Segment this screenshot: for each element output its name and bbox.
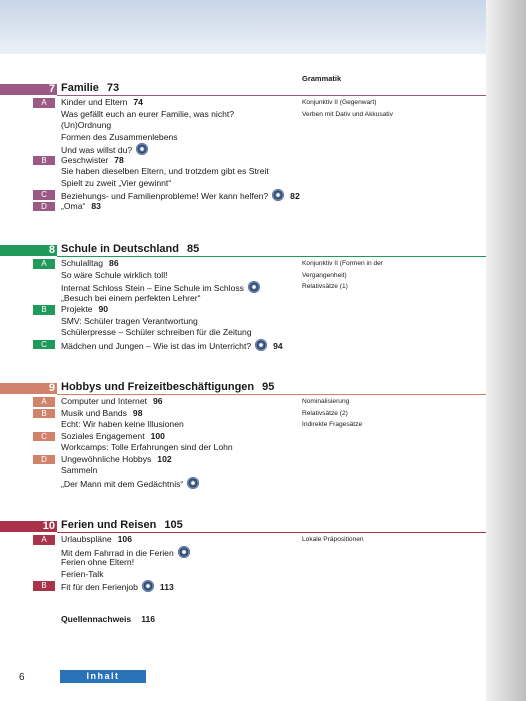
chapter-page: 85 <box>186 243 200 255</box>
toc-row <box>0 465 486 477</box>
toc-row <box>0 189 486 201</box>
chapter-number: 9 <box>48 382 55 394</box>
section-letter-badge: C <box>33 340 55 350</box>
toc-row <box>0 293 486 305</box>
toc-entry-text: „Besuch bei einem perfekten Lehrer“ <box>61 292 201 303</box>
toc-entry[interactable] <box>61 132 178 144</box>
section-letter-badge: A <box>33 535 55 545</box>
toc-entry[interactable] <box>61 477 199 491</box>
toc-row <box>0 569 486 581</box>
toc-entry-page: 113 <box>159 582 174 592</box>
toc-row <box>0 304 486 316</box>
toc-entry-text: Geschwister <box>61 154 109 165</box>
chapter-rule <box>57 394 486 395</box>
toc-row <box>0 546 486 558</box>
chapter-header <box>0 521 486 534</box>
toc-entry-text: Mädchen und Jungen – Wie ist das im Unterricht? <box>61 340 252 351</box>
section-letter-badge: B <box>33 305 55 315</box>
toc-entry-text: Soziales Engagement <box>61 430 145 441</box>
section-letter-badge: A <box>33 259 55 269</box>
toc-row <box>0 120 486 132</box>
audio-cd-icon <box>136 143 148 155</box>
toc-entry[interactable] <box>61 166 269 178</box>
toc-row <box>0 431 486 443</box>
toc-entry-page: 83 <box>91 200 101 211</box>
chapter-header <box>0 245 486 258</box>
audio-cd-icon <box>187 477 199 489</box>
grammar-topic: Konjunktiv II (Gegenwart) <box>302 99 377 106</box>
toc-row <box>0 143 486 155</box>
grammar-topic: Indirekte Fragesätze <box>302 421 363 428</box>
page-number: 6 <box>19 672 25 683</box>
section-letter-badge: B <box>33 581 55 591</box>
toc-entry-text: Internat Schloss Stein – Eine Schule im Schloss <box>61 283 244 293</box>
section-letter-badge: B <box>33 409 55 419</box>
section-letter-badge: D <box>33 455 55 465</box>
toc-row <box>0 132 486 144</box>
toc-entry-text: Spielt zu zweit „Vier gewinnt“ <box>61 177 172 188</box>
grammar-column-heading: Grammatik <box>302 74 342 83</box>
toc-row <box>0 454 486 466</box>
toc-entry[interactable] <box>61 454 172 466</box>
toc-entry-page: 90 <box>98 304 109 314</box>
toc-entry[interactable] <box>61 534 132 546</box>
toc-row <box>0 155 486 167</box>
chapter-rows <box>0 97 486 212</box>
toc-row <box>0 408 486 420</box>
toc-entry-text: Projekte <box>61 304 93 314</box>
toc-row <box>0 166 486 178</box>
chapter-rows <box>0 396 486 488</box>
chapter-rule <box>57 532 486 533</box>
toc-entry-text: Schülerpresse – Schüler schreiben für die Zeitung <box>61 327 252 337</box>
chapter-header <box>0 84 486 97</box>
toc-row <box>0 281 486 293</box>
toc-row <box>0 109 486 121</box>
toc-entry-text: Fit für den Ferienjob <box>61 582 138 592</box>
toc-entry[interactable] <box>61 293 201 305</box>
toc-row <box>0 580 486 592</box>
toc-row <box>0 97 486 109</box>
toc-entry[interactable] <box>61 97 143 109</box>
toc-entry-text: Beziehungs- und Familienprobleme! Wer kann helfen? <box>61 191 269 201</box>
chapter-7 <box>0 84 486 212</box>
quellen-page: 116 <box>141 614 156 624</box>
toc-entry[interactable] <box>61 396 163 408</box>
toc-entry-text: Sammeln <box>61 465 98 475</box>
toc-entry-page: 86 <box>109 258 119 268</box>
chapter-10 <box>0 521 486 592</box>
toc-entry-text: „Der Mann mit dem Gedächtnis“ <box>61 478 184 489</box>
toc-entry-page: 78 <box>114 154 124 165</box>
toc-row <box>0 316 486 328</box>
toc-entry[interactable] <box>61 120 111 132</box>
toc-row <box>0 201 486 213</box>
chapter-title[interactable]: Familie 73 <box>61 82 120 94</box>
page-edge-shadow <box>486 0 526 701</box>
grammar-topic: Konjunktiv II (Formen in der <box>302 260 383 267</box>
grammar-topic: Nominalisierung <box>302 398 350 405</box>
toc-entry[interactable] <box>61 155 124 167</box>
toc-entry[interactable] <box>61 201 101 213</box>
toc-entry[interactable] <box>61 431 165 443</box>
toc-entry[interactable] <box>61 178 171 190</box>
toc-entry-page: 98 <box>132 407 143 418</box>
audio-cd-icon <box>178 546 190 558</box>
toc-entry-text: SMV: Schüler tragen Verantwortung <box>61 315 198 326</box>
chapter-page: 95 <box>262 381 275 393</box>
audio-cd-icon <box>272 189 284 201</box>
toc-row <box>0 396 486 408</box>
chapter-title[interactable]: Schule in Deutschland 85 <box>61 243 200 255</box>
toc-entry-page: 106 <box>117 534 132 544</box>
chapter-title[interactable]: Hobbys und Freizeitbeschäftigungen 95 <box>61 381 275 393</box>
chapter-rows <box>0 258 486 350</box>
section-letter-badge: D <box>33 202 55 212</box>
toc-entry[interactable] <box>61 408 142 420</box>
toc-entry-text: Mit dem Fahrrad in die Ferien <box>61 547 174 558</box>
toc-entry-text: Workcamps: Tolle Erfahrungen sind der Lohn <box>61 442 233 452</box>
toc-entry-text: Was gefällt euch an eurer Familie, was nicht? <box>61 108 235 119</box>
chapter-9 <box>0 383 486 488</box>
chapter-8 <box>0 245 486 350</box>
toc-entry[interactable] <box>61 557 134 569</box>
toc-entry[interactable] <box>61 258 119 270</box>
toc-entry-text: Ferien-Talk <box>61 568 104 579</box>
toc-entry-text: Schulalltag <box>61 258 104 268</box>
toc-entry[interactable] <box>61 270 168 282</box>
toc-entry-text: Kinder und Eltern <box>61 97 128 107</box>
toc-entry[interactable] <box>61 109 234 121</box>
chapter-number: 8 <box>48 244 55 256</box>
toc-entry[interactable] <box>61 316 198 328</box>
chapter-rule <box>57 95 486 96</box>
section-letter-badge: B <box>33 156 55 166</box>
toc-entry-text: „Oma“ <box>61 200 86 211</box>
grammar-topic: Relativsätze (1) <box>302 283 348 290</box>
section-label-inhalt: Inhalt <box>60 670 146 683</box>
toc-row <box>0 270 486 282</box>
toc-entry-text: Ungewöhnliche Hobbys <box>61 453 152 464</box>
grammar-topic: Verben mit Dativ und Akkusativ <box>302 110 393 118</box>
toc-row <box>0 557 486 569</box>
toc-entry-text: Echt: Wir haben keine Illusionen <box>61 419 184 429</box>
toc-entry[interactable] <box>61 419 184 431</box>
toc-row <box>0 534 486 546</box>
toc-entry-text: Computer und Internet <box>61 396 147 406</box>
toc-row <box>0 339 486 351</box>
chapter-title[interactable]: Ferien und Reisen 105 <box>61 519 183 531</box>
toc-row <box>0 327 486 339</box>
toc-entry-page: 96 <box>153 396 163 406</box>
toc-entry-page: 74 <box>133 97 143 107</box>
audio-cd-icon <box>142 580 154 592</box>
toc-entry-text: Sie haben dieselben Eltern, und trotzdem gibt es Streit <box>61 166 269 176</box>
toc-entry-text: So wäre Schule wirklich toll! <box>61 269 168 280</box>
chapter-number: 7 <box>48 83 55 95</box>
toc-entry[interactable] <box>61 580 174 594</box>
toc-entry-page: 82 <box>290 191 300 201</box>
toc-entry-text: Und was willst du? <box>61 145 133 155</box>
audio-cd-icon <box>255 339 267 351</box>
chapter-rule <box>57 256 486 257</box>
chapter-page: 105 <box>164 519 183 531</box>
toc-entry-text: Formen des Zusammenlebens <box>61 131 178 142</box>
toc-entry-page: 94 <box>273 340 283 351</box>
section-letter-badge: A <box>33 397 55 407</box>
toc-entry[interactable] <box>61 442 233 454</box>
chapter-page: 73 <box>106 82 120 94</box>
section-letter-badge: C <box>33 432 55 442</box>
section-letter-badge: C <box>33 190 55 200</box>
chapter-rows <box>0 534 486 592</box>
section-letter-badge: A <box>33 98 55 108</box>
toc-entry-text: Musik und Bands <box>61 407 127 418</box>
toc-entry[interactable] <box>61 327 252 339</box>
toc-entry-text: Urlaubspläne <box>61 534 112 544</box>
toc-row <box>0 442 486 454</box>
toc-entry[interactable] <box>61 304 108 316</box>
toc-row <box>0 419 486 431</box>
chapter-header <box>0 383 486 396</box>
quellennachweis-entry[interactable]: Quellennachweis 116 <box>61 614 156 624</box>
toc-row <box>0 258 486 270</box>
toc-entry-text: (Un)Ordnung <box>61 120 112 130</box>
toc-entry[interactable] <box>61 465 97 477</box>
toc-row <box>0 178 486 190</box>
chapter-number: 10 <box>42 520 55 532</box>
audio-cd-icon <box>248 281 260 293</box>
grammar-topic: Vergangenheit) <box>302 271 347 279</box>
toc-entry[interactable] <box>61 339 283 353</box>
toc-entry-page: 102 <box>157 453 172 464</box>
toc-entry[interactable] <box>61 569 104 581</box>
toc-row <box>0 477 486 489</box>
toc-entry-page: 100 <box>150 430 165 441</box>
grammar-topic: Relativsätze (2) <box>302 409 348 417</box>
toc-entry-text: Ferien ohne Eltern! <box>61 557 135 567</box>
grammar-topic: Lokale Präpositionen <box>302 536 364 543</box>
